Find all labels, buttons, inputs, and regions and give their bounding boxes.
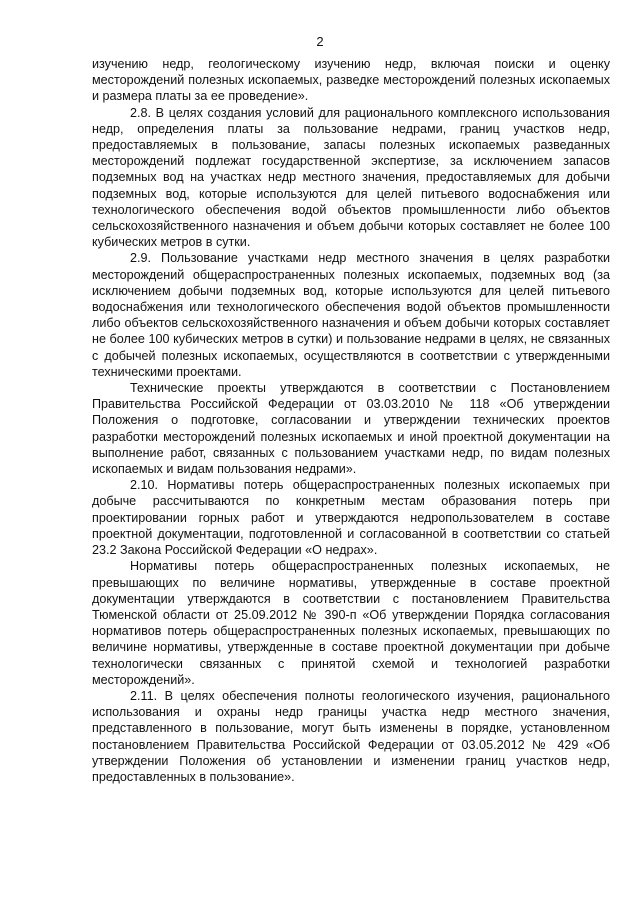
paragraph-2-11: 2.11. В целях обеспечения полноты геологического изучения, рационального использования и охраны недр границы участка недр местного значения, представленного в пользование, могут быть изменены в порядке, установленном постановлением Правительства Российской Федерации от 03.05.2012 № 429 «Об утверждении Положения об установлении и изменении границ участков недр, предоставленных в пользование». — [92, 688, 610, 784]
paragraph-technical-projects: Технические проекты утверждаются в соответствии с Постановлением Правительства Российской Федерации от 03.03.2010 № 118 «Об утверждении Положения о подготовке, согласовании и утверждении технических проектов разработки месторождений полезных ископаемых и иной проектной документации на выполнение работ, связанных с пользованием участками недр, по видам полезных ископаемых и видам пользования недрами». — [92, 381, 610, 477]
paragraph-continuation: изучению недр, геологическому изучению недр, включая поиски и оценку месторождений полезных ископаемых, разведке месторождений полезных ископаемых и размера платы за ее проведение». — [92, 57, 610, 104]
document-body — [92, 56, 610, 785]
paragraph-2-8: 2.8. В целях создания условий для рационального комплексного использования недр, определения платы за пользование недрами, границ участков недр, предоставляемых в пользование, запасы полезных ископаемых разведанных месторождений подлежат государственной экспертизе, за исключением запасов подземных вод на участках недр местного значения, предоставляемых для добычи подземных вод, которые используются для целей питьевого водоснабжения или технологического обеспечения водой объектов промышленности либо объектов сельскохозяйственного назначения и объем добычи которых составляет не более 100 кубических метров в сутки. — [92, 105, 610, 250]
paragraph-2-10: 2.10. Нормативы потерь общераспространенных полезных ископаемых при добыче рассчитываются по конкретным местам образования потерь при проектировании горных работ и утверждаются недропользователем в составе проектной документации, подготовленной и согласованной в соответствии со статьей 23.2 Закона Российской Федерации «О недрах». — [92, 478, 610, 558]
page-number: 2 — [316, 34, 324, 49]
paragraph-loss-norms: Нормативы потерь общераспространенных полезных ископаемых, не превышающих по величине нормативы, утвержденные в составе проектной документации утверждаются в соответствии с постановлением Правительства Тюменской области от 25.09.2012 № 390-п «Об утверждении Порядка согласования нормативов потерь общераспространенных полезных ископаемых, превышающих по величине нормативы, утвержденные в составе проектной документации при добыче технологически связанных с принятой схемой и технологией разработки месторождений». — [92, 559, 610, 687]
paragraph-2-9: 2.9. Пользование участками недр местного значения в целях разработки месторождений общераспространенных полезных ископаемых, подземных вод (за исключением добычи подземных вод, которые используются для целей питьевого водоснабжения или технологического обеспечения водой объектов промышленности либо объектов сельскохозяйственного назначения и объем добычи которых составляет не более 100 кубических метров в сутки) и пользование недрами в целях, не связанных с добычей полезных ископаемых, осуществляются в соответствии с утвержденными техническими проектами. — [92, 251, 610, 379]
